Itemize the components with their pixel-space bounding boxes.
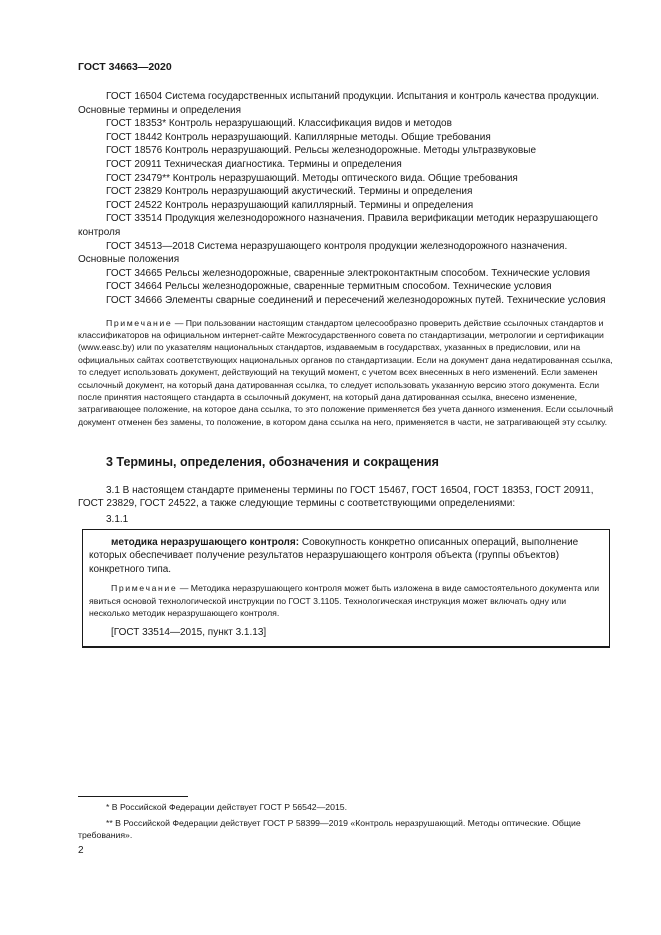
note-label: Примечание [106,317,173,328]
reference-item: ГОСТ 20911 Техническая диагностика. Термины и определения [106,158,402,170]
reference-item: ГОСТ 33514 Продукция железнодорожного назначения. Правила верификации методик неразрушающего контроля [78,213,598,238]
document-header: ГОСТ 34663—2020 [78,61,172,73]
reference-item: ГОСТ 18442 Контроль неразрушающий. Капиллярные методы. Общие требования [106,131,491,143]
footnote-divider [78,796,188,797]
page-number: 2 [78,845,84,856]
reference-item: ГОСТ 34513—2018 Система неразрушающего контроля продукции железнодорожного назначения. Основные положения [78,240,568,266]
footnote: * В Российской Федерации действует ГОСТ Р 56542—2015. [106,802,348,812]
term-definition [89,536,603,577]
reference-item: ГОСТ 23479** Контроль неразрушающий. Методы оптического вида. Общие требования [106,172,518,184]
reference-item: ГОСТ 34664 Рельсы железнодорожные, сваренные термитным способом. Технические условия [106,281,552,293]
section-intro: 3.1 В настоящем стандарте применены термины по ГОСТ 15467, ГОСТ 16504, ГОСТ 18353, ГОСТ 20911, ГОСТ 23829, ГОСТ 24522, а также следующие термины с соответствующими определениями: [78,484,594,510]
section-heading: 3 Термины, определения, обозначения и сокращения [106,455,439,470]
reference-item: ГОСТ 18353* Контроль неразрушающий. Классификация видов и методов [106,118,452,130]
references-note [78,317,614,429]
term-note-label: Примечание [111,583,178,594]
footnotes [78,801,614,841]
clause-number: 3.1.1 [106,513,129,525]
term-note-text: — Методика неразрушающего контроля может быть изложена в виде самостоятельного документа или явиться основой технологической инструкции по ГОСТ 3.1105. Технологическая инструкция может включать одну или несколько методик неразрушающего контроля. [89,583,600,619]
term-note [89,582,603,619]
document-body [78,90,614,648]
term-definition-box [82,529,610,649]
term-source: [ГОСТ 33514—2015, пункт 3.1.13] [111,626,267,638]
term: методика неразрушающего контроля: [111,536,300,548]
definition-text: Совокупность конкретно описанных операций, выполнение которых обеспечивает получение результатов неразрушающего контроля объекта (группы объектов) конкретного типа. [89,536,579,575]
reference-item: ГОСТ 34666 Элементы сварные соединений и пересечений железнодорожных путей. Технические условия [106,294,606,306]
reference-item: ГОСТ 24522 Контроль неразрушающий капиллярный. Термины и определения [106,199,474,211]
reference-item: ГОСТ 34665 Рельсы железнодорожные, сваренные электроконтактным способом. Технические условия [106,267,591,279]
reference-item: ГОСТ 23829 Контроль неразрушающий акустический. Термины и определения [106,186,473,198]
reference-item: ГОСТ 16504 Система государственных испытаний продукции. Испытания и контроль качества продукции. Основные термины и определения [78,91,600,116]
footnote: ** В Российской Федерации действует ГОСТ Р 58399—2019 «Контроль неразрушающий. Методы оптические. Общие требования». [78,818,581,840]
note-text: — При пользовании настоящим стандартом целесообразно проверить действие ссылочных стандартов и классификаторов на официальном интернет-сайте Межгосударственного совета по стандартизации, метрологии и сертификации (www.easc.by) или по указателям национальных стандартов, издаваемым в государствах, указанных в предисловии, или на официальных сайтах соответствующих национальных органов по стандартизации. Если на документ дана недатированная ссылка, то следует использовать документ, действующий на текущий момент, с учетом всех внесенных в него изменений. Если заменен ссылочный документ, на который дана датированная ссылка, то следует использовать указанную версию этого документа. Если после принятия настоящего стандарта в ссылочный документ, на который дана датированная ссылка, внесено изменение, затрагивающее положение, на которое дана ссылка, то это положение применяется без учета данного изменения. Если ссылочный документ отменен без замены, то положение, в котором дана ссылка на него, применяется в части, не затрагивающей эту ссылку. [78,317,614,427]
reference-item: ГОСТ 18576 Контроль неразрушающий. Рельсы железнодорожные. Методы ультразвуковые [106,145,537,157]
